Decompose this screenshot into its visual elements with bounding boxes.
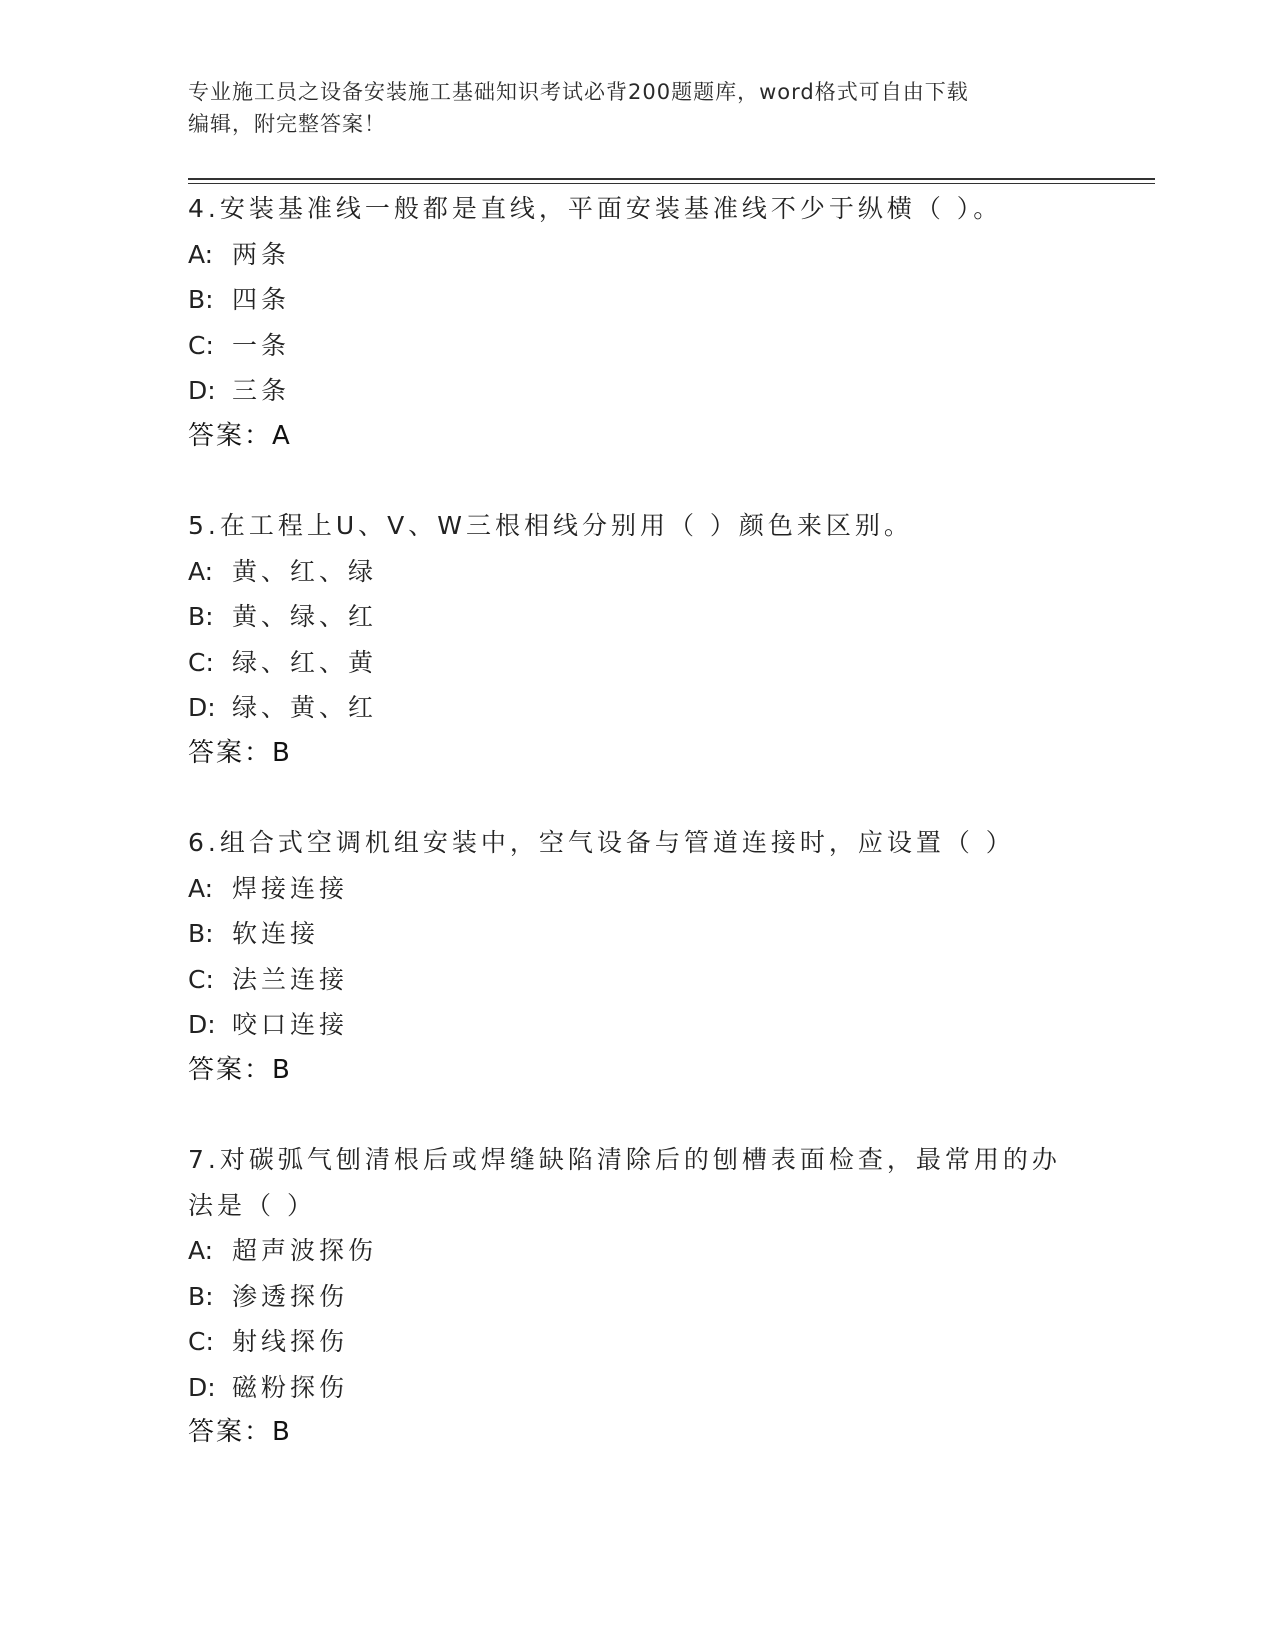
- option-d: [188, 685, 1088, 731]
- option-letter: C:: [188, 1327, 214, 1356]
- question-stem-line: 7.对碳弧气刨清根后或焊缝缺陷清除后的刨槽表面检查，最常用的办: [188, 1145, 1061, 1174]
- option-letter: A:: [188, 239, 214, 269]
- option-a: [188, 232, 1088, 278]
- option-text: 两条: [232, 239, 291, 269]
- question-stem: [188, 503, 1088, 549]
- option-text: 射线探伤: [232, 1327, 349, 1356]
- option-letter: A:: [188, 1236, 214, 1265]
- option-a: [188, 866, 1088, 912]
- option-a: [188, 1228, 1088, 1274]
- answer-line: 答案：B: [188, 737, 292, 768]
- option-text: 渗透探伤: [232, 1281, 349, 1311]
- option-text: 法兰连接: [232, 964, 349, 994]
- header-divider-thin: [188, 183, 1155, 184]
- option-letter: C:: [188, 964, 214, 994]
- question-stem-line: 5.在工程上U、V、W三根相线分别用（ ）颜色来区别。: [188, 511, 913, 540]
- answer-line: 答案：A: [188, 420, 292, 451]
- question-stem-line: 6.组合式空调机组安装中，空气设备与管道连接时，应设置（ ）: [188, 828, 1015, 857]
- option-letter: D:: [188, 693, 216, 722]
- option-letter: C:: [188, 330, 214, 360]
- option-c: [188, 1319, 1088, 1365]
- option-b: [188, 277, 1088, 323]
- answer-line: 答案：B: [188, 1054, 292, 1085]
- option-b: [188, 911, 1088, 957]
- option-letter: B:: [188, 1281, 214, 1311]
- option-b: [188, 1274, 1088, 1320]
- option-text: 绿、黄、红: [232, 693, 378, 722]
- option-d: [188, 368, 1088, 414]
- option-a: [188, 549, 1088, 595]
- option-letter: D:: [188, 1010, 216, 1039]
- answer-line: 答案：B: [188, 1417, 292, 1447]
- option-text: 黄、绿、红: [232, 602, 378, 631]
- header-line-2: 编辑，附完整答案！: [188, 112, 386, 136]
- question-6: [188, 820, 1088, 1093]
- option-text: 焊接连接: [232, 873, 349, 903]
- option-letter: D:: [188, 376, 216, 405]
- question-stem-line: 法是（ ）: [188, 1190, 316, 1220]
- question-4: [188, 186, 1088, 459]
- option-text: 咬口连接: [232, 1010, 349, 1039]
- option-letter: D:: [188, 1372, 216, 1402]
- option-text: 超声波探伤: [232, 1236, 378, 1265]
- question-stem: [188, 820, 1088, 866]
- option-text: 软连接: [232, 919, 320, 948]
- option-text: 磁粉探伤: [232, 1372, 349, 1402]
- option-text: 一条: [232, 330, 291, 360]
- option-text: 绿、红、黄: [232, 647, 378, 677]
- option-d: [188, 1365, 1088, 1411]
- question-stem-line: 4.安装基准线一般都是直线，平面安装基准线不少于纵横（ ）。: [188, 194, 1003, 223]
- question-stem: [188, 186, 1088, 232]
- option-text: 四条: [232, 285, 291, 314]
- header-line-1: 专业施工员之设备安装施工基础知识考试必背200题题库，word格式可自由下载: [188, 80, 969, 104]
- option-text: 黄、红、绿: [232, 556, 378, 586]
- option-text: 三条: [232, 376, 291, 405]
- option-b: [188, 594, 1088, 640]
- option-c: [188, 957, 1088, 1003]
- option-letter: B:: [188, 919, 214, 948]
- option-letter: C:: [188, 647, 214, 677]
- option-letter: A:: [188, 873, 214, 903]
- question-stem: [188, 1137, 1088, 1228]
- option-c: [188, 640, 1088, 686]
- option-letter: B:: [188, 602, 214, 631]
- question-7: [188, 1137, 1088, 1456]
- option-letter: A:: [188, 556, 214, 586]
- document-header: [188, 76, 1068, 140]
- option-letter: B:: [188, 285, 214, 314]
- question-5: [188, 503, 1088, 776]
- header-divider-thick: [188, 178, 1155, 180]
- option-c: [188, 323, 1088, 369]
- option-d: [188, 1002, 1088, 1048]
